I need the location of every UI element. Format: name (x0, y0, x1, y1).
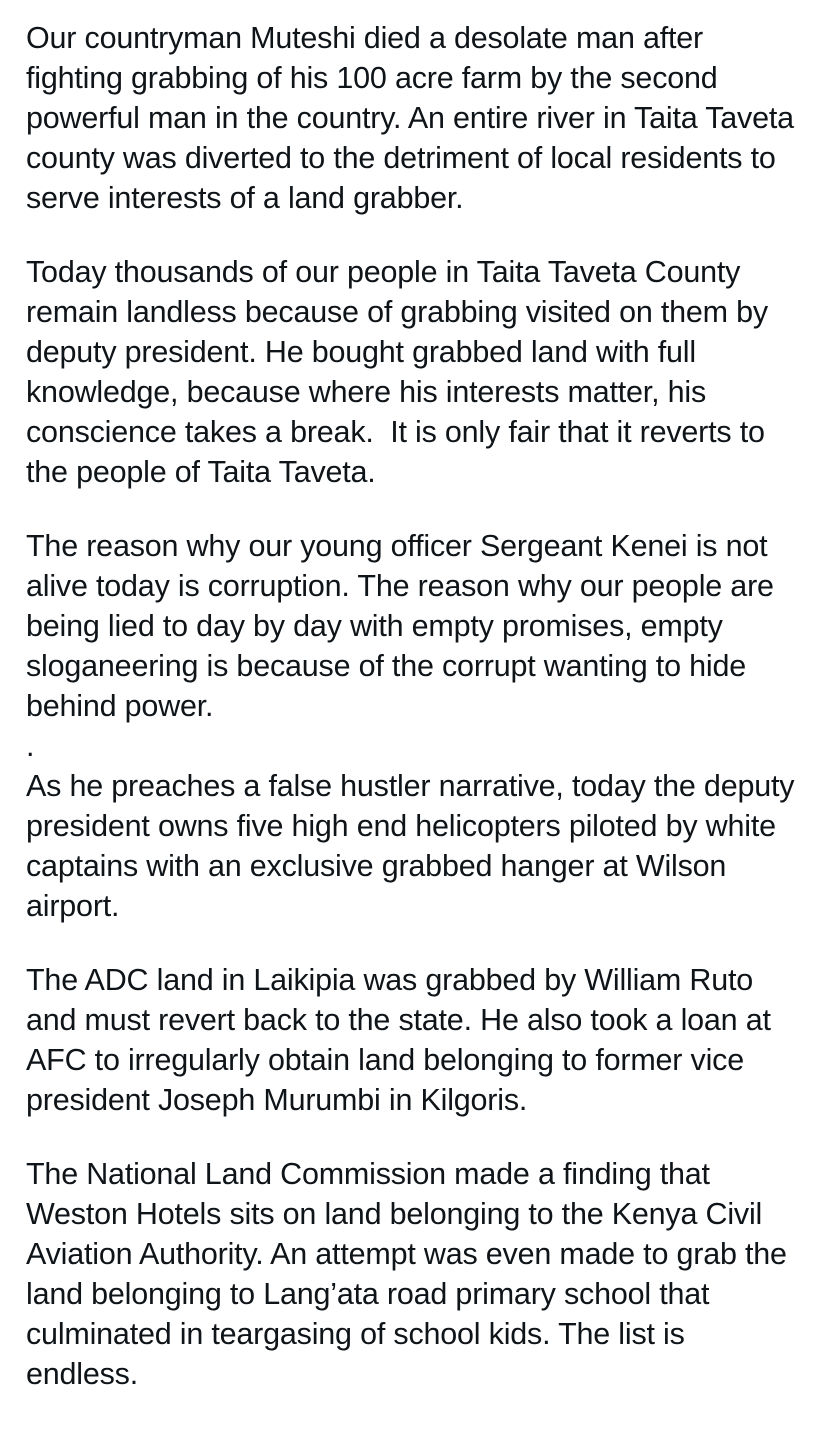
paragraph-2: Today thousands of our people in Taita Taveta County remain landless because of grabbing visited on them by deputy president. He bought grabbed land with full knowledge, because where his interests matter, his conscience takes a break. It is only fair that it reverts to the people of Taita Taveta. (26, 255, 777, 489)
paragraph-3: The reason why our young officer Sergeant Kenei is not alive today is corruption. The reason why our people are being lied to day by day with empty promises, empty sloganeering is because of the corrupt wanting to hide behind power. (26, 529, 783, 723)
paragraph-5: The ADC land in Laikipia was grabbed by William Ruto and must revert back to the state. He also took a loan at AFC to irregularly obtain land belonging to former vice president Joseph Murumbi in Kilgoris. (26, 963, 778, 1117)
paragraph-1: Our countryman Muteshi died a desolate man after fighting grabbing of his 100 acre farm by the second powerful man in the country. An entire river in Taita Taveta county was diverted to the detriment of local residents to serve interests of a land grabber. (26, 21, 803, 215)
paragraph-separator-dot: . (26, 729, 35, 763)
paragraph-4: As he preaches a false hustler narrative, today the deputy president owns five high end helicopters piloted by white captains with an exclusive grabbed hanger at Wilson airport. (26, 769, 803, 923)
paragraph-6: The National Land Commission made a finding that Weston Hotels sits on land belonging to the Kenya Civil Aviation Authority. An attempt was even made to grab the land belonging to Lang’ata road primary school that culminated in teargasing of school kids. The list is endless. (26, 1157, 796, 1391)
